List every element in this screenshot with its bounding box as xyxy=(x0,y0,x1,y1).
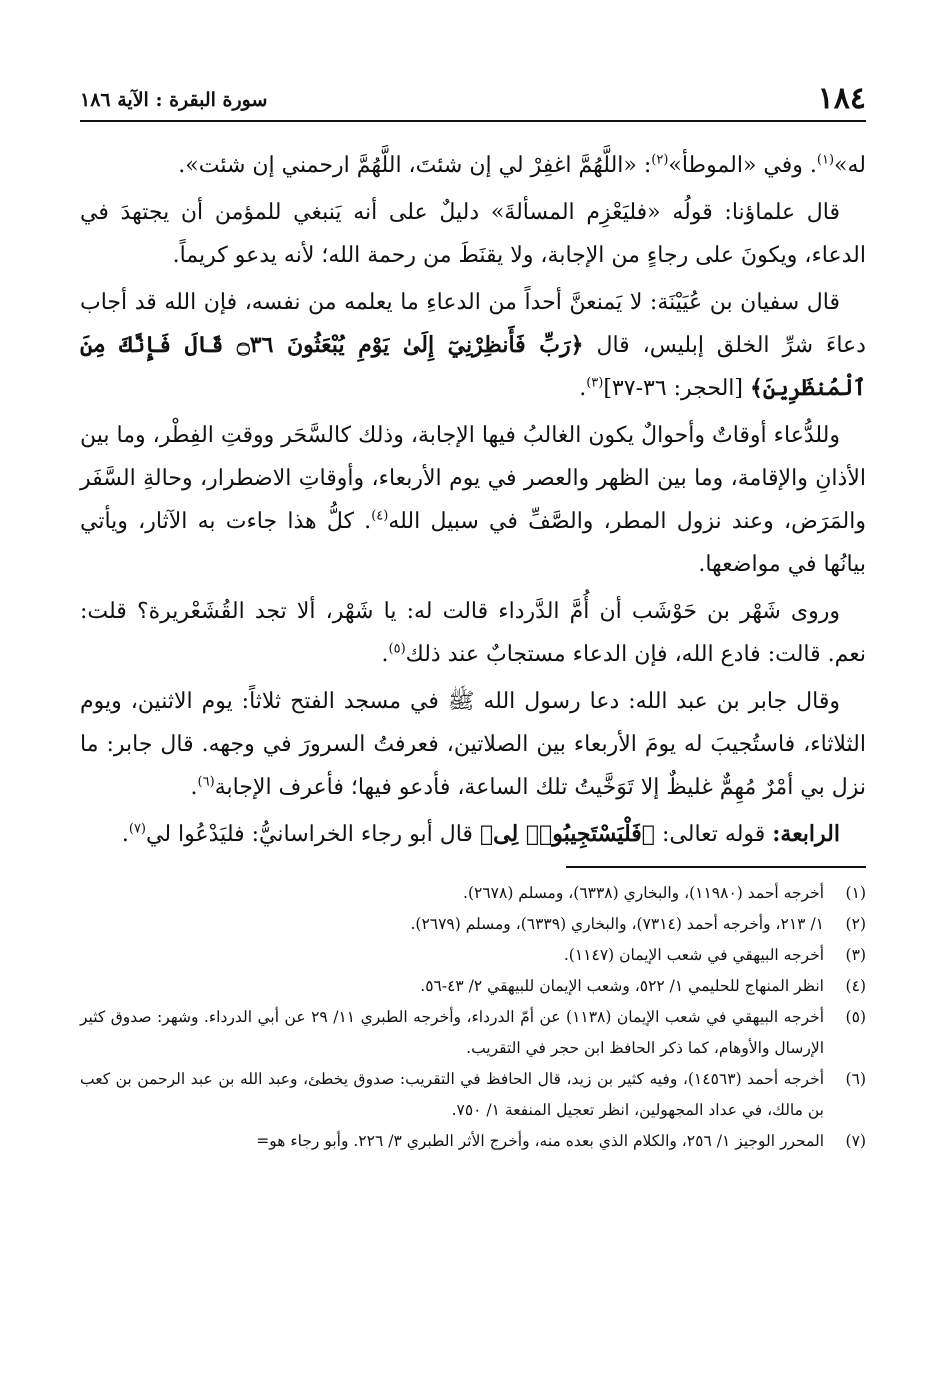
footnote xyxy=(80,1064,866,1126)
paragraph-1 xyxy=(80,144,866,187)
footnote-number: (٣) xyxy=(845,946,866,964)
page-number: ١٨٤ xyxy=(817,81,866,116)
footnote-text: أخرجه أحمد (١١٩٨٠)، والبخاري (٦٣٣٨)، ومسلم (٢٦٧٨). xyxy=(463,884,824,902)
footnote-ref-2: (٢) xyxy=(651,152,669,168)
text-run: قال أبو رجاء الخراسانيُّ: فليَدْعُوا لي xyxy=(146,822,480,847)
footnote-ref-6: (٦) xyxy=(197,774,215,790)
text-run: . xyxy=(579,376,587,401)
citation: [الحجر: ٣٦-٣٧] xyxy=(603,376,750,401)
footnote-ref-5: (٥) xyxy=(388,641,406,657)
text-run: . كلُّ هذا جاءت به الآثار، ويأتي بيانُها في مواضعها. xyxy=(80,509,866,577)
text-run: قوله تعالى: xyxy=(655,822,773,847)
text-run: وروى شَهْر بن حَوْشَب أن أُمَّ الدَّرداء قالت له: يا شَهْر، ألا تجد القُشَعْريرة؟ قلت: نعم. قالت: فادع الله، فإن الدعاء مستجابٌ عند ذلك xyxy=(80,599,866,667)
footnote xyxy=(80,878,866,909)
text-run: قال سفيان بن عُيَيْنَة: لا يَمنعنَّ أحداً من الدعاءِ ما يعلمه من نفسه، فإن الله قد أجاب دعاءَ شرِّ الخلق إبليس، قال xyxy=(80,290,866,358)
footnote xyxy=(80,1126,866,1157)
main-text xyxy=(80,144,866,856)
footnote-ref-3: (٣) xyxy=(586,375,604,391)
paragraph-4 xyxy=(80,414,866,586)
footnote xyxy=(80,1002,866,1064)
paragraph-3 xyxy=(80,281,866,410)
paragraph-7 xyxy=(80,813,866,856)
footnote xyxy=(80,940,866,971)
footnote-text: أخرجه البيهقي في شعب الإيمان (١١٣٨) عن أمّ الدرداء، وأخرجه الطبري ١١/ ٢٩ عن أبي الدرداء. وشهر: صدوق كثير الإرسال والأوهام، كما ذكر الحافظ ابن حجر في التقريب. xyxy=(80,1008,825,1057)
footnote-number: (١) xyxy=(845,884,866,902)
text-run: : «اللَّهُمَّ اغفِرْ لي إن شئتَ، اللَّهُمَّ ارحمني إن شئت». xyxy=(178,153,652,178)
footnote-text: أخرجه البيهقي في شعب الإيمان (١١٤٧). xyxy=(563,946,824,964)
text-run: . xyxy=(381,642,389,667)
footnote-number: (٤) xyxy=(845,977,866,995)
footnote-text: المحرر الوجيز ١/ ٢٥٦، والكلام الذي بعده منه، وأخرج الأثر الطبري ٣/ ٢٢٦. وأبو رجاء هو= xyxy=(256,1132,824,1150)
footnote-number: (٢) xyxy=(845,915,866,933)
footnote-text: ١/ ٢١٣، وأخرجه أحمد (٧٣١٤)، والبخاري (٦٣٣٩)، ومسلم (٢٦٧٩). xyxy=(410,915,824,933)
text-run: . وفي «الموطأ» xyxy=(668,153,817,178)
footnote-number: (٧) xyxy=(845,1132,866,1150)
text-run: له» xyxy=(834,153,866,178)
running-head xyxy=(80,78,866,122)
footnote-ref-7: (٧) xyxy=(128,821,146,837)
footnote-ref-4: (٤) xyxy=(371,508,389,524)
footnote-divider xyxy=(566,866,866,868)
book-page xyxy=(80,78,866,1368)
text-run: . xyxy=(190,775,198,800)
footnote xyxy=(80,909,866,940)
text-run: وللدُّعاء أوقاتٌ وأحوالٌ يكون الغالبُ فيها الإجابة، وذلك كالسَّحَر ووقتِ الفِطْر، وما بين الأذانِ والإقامة، وما بين الظهر والعصر في يوم الأربعاء، وأوقاتِ الاضطرار، وحالةِ السَّفَر والمَرَض، وعند نزول المطر، والصَّفِّ في سبيل الله xyxy=(80,423,866,534)
text-run: . xyxy=(121,822,129,847)
footnote-number: (٥) xyxy=(845,1008,866,1026)
surah-reference: سورة البقرة : الآية ١٨٦ xyxy=(80,89,268,111)
section-lead: الرابعة: xyxy=(772,821,840,847)
footnotes xyxy=(80,878,866,1157)
footnote-ref-1: (١) xyxy=(816,152,835,168)
footnote-number: (٦) xyxy=(845,1070,866,1088)
footnote xyxy=(80,971,866,1002)
quran-quote: ﴿رَبِّ فَأَنظِرْنِيٓ إِلَىٰ يَوْمِ يُبْعَثُونَ ۝٣٦ قَالَ فَإِنَّكَ مِنَ ٱلْمُنظَرِينَ﴾ xyxy=(80,332,866,401)
paragraph-5 xyxy=(80,590,866,676)
footnote-text: أخرجه أحمد (١٤٥٦٣)، وفيه كثير بن زيد، قال الحافظ في التقريب: صدوق يخطئ، وعبد الله بن عبد الرحمن بن كعب بن مالك، في عداد المجهولين، انظر تعجيل المنفعة ١/ ٧٥٠. xyxy=(80,1070,824,1119)
paragraph-6 xyxy=(80,680,866,809)
footnote-text: انظر المنهاج للحليمي ١/ ٥٢٢، وشعب الإيمان للبيهقي ٢/ ٤٣-٥٦. xyxy=(420,977,824,995)
text-run: وقال جابر بن عبد الله: دعا رسول الله ﷺ في مسجد الفتح ثلاثاً: يوم الاثنين، ويوم الثلاثاء، فاستُجيبَ له يومَ الأربعاء بين الصلاتين، فعرفتُ السرورَ في وجهه. قال جابر: ما نزل بي أمْرٌ مُهِمٌّ غليظٌ إلا تَوَخَّيتُ تلك الساعة، فأدعو فيها؛ فأعرف الإجابة xyxy=(80,689,866,800)
paragraph-2: قال علماؤنا: قولُه «فليَعْزِم المسألةَ» دليلٌ على أنه يَنبغي للمؤمن أن يجتهدَ في الدعاء، ويكونَ على رجاءٍ من الإجابة، ولا يقنَطَ من رحمة الله؛ لأنه يدعو كريماً. xyxy=(80,200,866,268)
quran-quote: ﴿فَلْيَسْتَجِيبُوا۟ لِى﴾ xyxy=(479,821,656,847)
